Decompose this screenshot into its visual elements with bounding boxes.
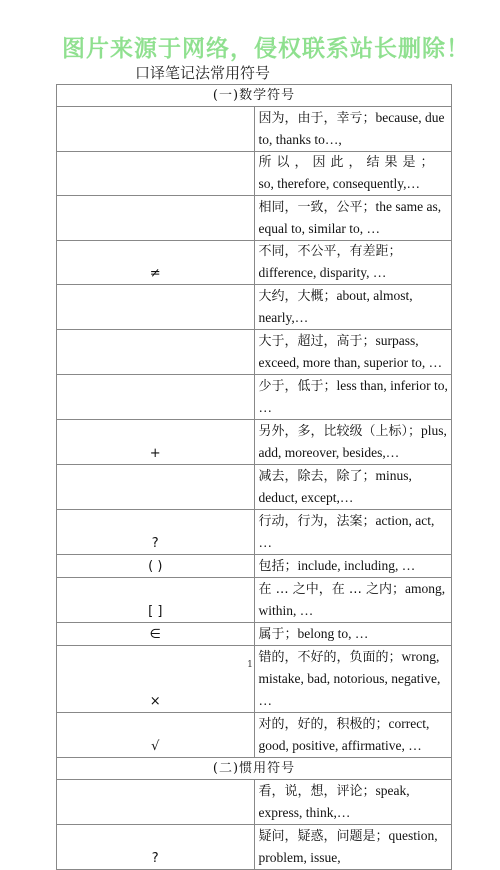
watermark: 图片来源于网络，侵权联系站长删除！ [62,36,470,62]
table-row [57,623,452,646]
meaning-cell [254,285,452,330]
meaning-cell [254,107,452,152]
meaning-cell [254,420,452,465]
meaning-cell [254,780,452,825]
chinese-meaning: 另外，多，比较级（上标）； [258,424,422,439]
english-meaning: difference, disparity, … [258,265,387,280]
chinese-meaning: 不同，不公平，有差距； [258,244,402,259]
table-row [57,107,452,152]
english-meaning: speak, express, think,… [258,783,410,820]
english-meaning: so, therefore, consequently,… [258,176,420,191]
chinese-meaning: 大于，超过，高于； [258,334,376,349]
chinese-meaning: 看，说，想，评论； [258,784,376,799]
meaning-cell [254,646,452,713]
table-row [57,285,452,330]
table-row [57,152,452,196]
section-header-row [57,85,452,107]
english-meaning: among, within, … [258,581,446,618]
chinese-meaning: 在 … 之中，在 … 之内； [258,582,406,597]
notation-table [56,84,452,870]
table-row [57,578,452,623]
symbol-cell [57,107,255,152]
table-row [57,555,452,578]
meaning-cell [254,375,452,420]
table-row [57,196,452,241]
chinese-meaning: 属于； [258,627,298,642]
chinese-meaning: 少于，低于； [258,379,337,394]
table-row [57,330,452,375]
symbol-cell [57,780,255,825]
symbol-cell: √ [57,713,255,758]
symbol-cell: ? [57,825,255,870]
meaning-cell [254,623,452,646]
meaning-cell [254,330,452,375]
table-row [57,465,452,510]
english-meaning: surpass, exceed, more than, superior to, … [258,333,443,370]
symbol-cell [57,375,255,420]
chinese-meaning: 疑问，疑惑，问题是； [258,829,389,844]
page-number: 1 [247,660,253,670]
chinese-meaning: 行动，行为，法案； [258,514,376,529]
symbol-cell: ≠ [57,241,255,285]
table-row [57,646,452,713]
table-row [57,375,452,420]
section-header-row [57,758,452,780]
english-meaning: minus, deduct, except,… [258,468,412,505]
table-row [57,825,452,870]
english-meaning: about, almost, nearly,… [258,288,413,325]
section-heading: (一)数学符号 [57,85,452,107]
chinese-meaning: 相同，一致，公平； [258,200,376,215]
english-meaning: plus, add, moreover, besides,… [258,423,447,460]
table-row [57,420,452,465]
meaning-cell [254,510,452,555]
symbol-cell: ∈ [57,623,255,646]
symbol-cell [57,196,255,241]
english-meaning: action, act, … [258,513,435,550]
meaning-cell [254,152,452,196]
english-meaning: because, due to, thanks to…, [258,110,445,147]
english-meaning: less than, inferior to, … [258,378,448,415]
symbol-cell [57,152,255,196]
section-heading: (二)惯用符号 [57,758,452,780]
symbol-cell: + [57,420,255,465]
chinese-meaning: 大约，大概； [258,289,337,304]
meaning-cell [254,555,452,578]
table-row [57,241,452,285]
chinese-meaning: 错的，不好的，负面的； [258,650,402,665]
meaning-cell [254,196,452,241]
table-row [57,780,452,825]
meaning-cell [254,825,452,870]
symbol-cell [57,465,255,510]
meaning-cell [254,241,452,285]
english-meaning: question, problem, issue, [258,828,438,865]
meaning-cell [254,713,452,758]
table-row [57,713,452,758]
symbol-cell [57,330,255,375]
english-meaning: correct, good, positive, affirmative, … [258,716,430,753]
english-meaning: include, including, … [297,558,416,573]
symbol-cell: × [57,646,255,713]
english-meaning: the same as, equal to, similar to, … [258,199,442,236]
chinese-meaning: 减去，除去，除了； [258,469,376,484]
chinese-meaning: 对的，好的，积极的； [258,717,389,732]
table-row [57,510,452,555]
english-meaning: wrong, mistake, bad, notorious, negative, … [258,649,441,708]
meaning-cell [254,465,452,510]
chinese-meaning: 因为，由于，幸亏； [258,111,376,126]
english-meaning: belong to, … [297,626,369,641]
meaning-cell [254,578,452,623]
document-title: 口译笔记法常用符号 [135,64,271,82]
chinese-meaning: 所以，因此，结果是； [258,155,439,170]
symbol-cell: ( ) [57,555,255,578]
symbol-cell: ? [57,510,255,555]
chinese-meaning: 包括； [258,559,298,574]
symbol-cell: [ ] [57,578,255,623]
symbol-cell [57,285,255,330]
